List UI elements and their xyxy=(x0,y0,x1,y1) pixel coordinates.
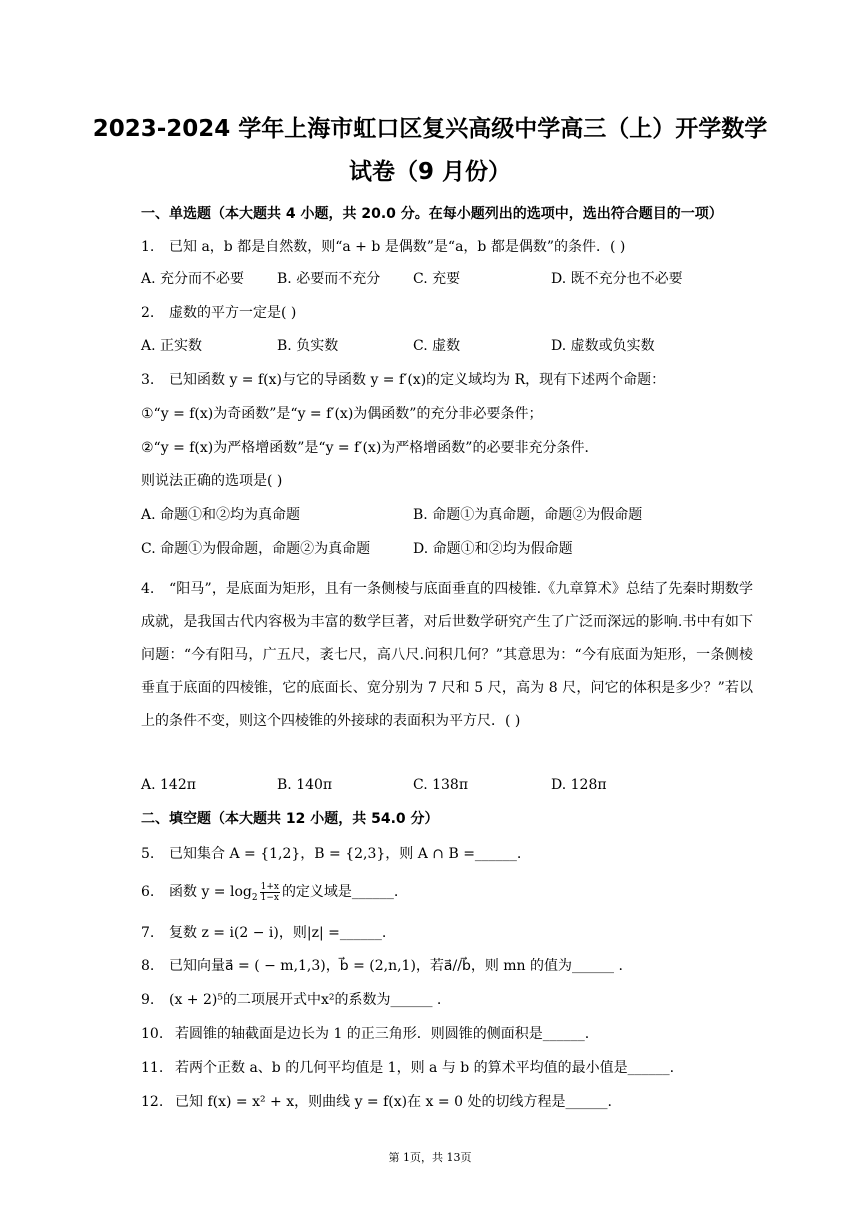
question-text: 已知函数 y = f(x)与它的导函数 y = f′(x)的定义域均为 R，现有下述两个命题： xyxy=(169,372,666,388)
option-c: C. 虚数 xyxy=(413,338,461,354)
question-12 xyxy=(141,1092,612,1112)
question-number: 1. xyxy=(141,239,155,255)
question-1 xyxy=(141,237,625,257)
question-3 xyxy=(141,370,665,390)
option-b: B. 必要而不充分 xyxy=(277,271,381,287)
question-6 xyxy=(141,880,398,910)
log-base: 2 xyxy=(251,892,258,903)
question-number: 4. xyxy=(141,581,155,597)
question-number: 8. xyxy=(141,958,155,974)
option-c: C. 命题①为假命题，命题②为真命题 xyxy=(141,541,371,557)
question-number: 9. xyxy=(141,992,155,1008)
question-number: 12. xyxy=(141,1094,164,1110)
question-3-options-row-1 xyxy=(141,505,761,525)
question-text-before: 函数 y = log xyxy=(169,884,252,900)
question-text-after: 的定义域是______. xyxy=(281,884,399,900)
option-c: C. 138π xyxy=(413,777,469,793)
question-4 xyxy=(141,573,753,738)
question-text: 虚数的平方一定是( ) xyxy=(169,305,297,321)
question-8 xyxy=(141,956,623,976)
question-number: 5. xyxy=(141,846,155,862)
question-number: 6. xyxy=(141,884,155,900)
question-number: 3. xyxy=(141,372,155,388)
question-7 xyxy=(141,923,386,943)
question-2 xyxy=(141,303,296,323)
option-b: B. 命题①为真命题，命题②为假命题 xyxy=(413,507,643,523)
question-3-ask: 则说法正确的选项是( ) xyxy=(141,473,283,489)
question-text: 已知集合 A = {1,2}，B = {2,3}，则 A ∩ B =______. xyxy=(169,846,522,862)
question-text: 已知 a，b 都是自然数，则“a + b 是偶数”是“a，b 都是偶数”的条件．( ) xyxy=(169,239,626,255)
question-text: 若圆锥的轴截面是边长为 1 的正三角形．则圆锥的侧面积是______. xyxy=(175,1026,590,1042)
question-4-options xyxy=(141,775,761,795)
fraction-numerator: 1+x xyxy=(260,881,279,892)
fraction xyxy=(260,882,280,903)
question-number: 2. xyxy=(141,305,155,321)
option-a: A. 命题①和②均为真命题 xyxy=(141,507,301,523)
section-heading-fill-in: 二、填空题（本大题共 12 小题，共 54.0 分） xyxy=(141,811,439,827)
option-d: D. 命题①和②均为假命题 xyxy=(413,541,573,557)
page-footer: 第 1页，共 13页 xyxy=(388,1151,472,1164)
option-a: A. 正实数 xyxy=(141,338,203,354)
option-b: B. 负实数 xyxy=(277,338,339,354)
question-10 xyxy=(141,1024,589,1044)
option-d: D. 128π xyxy=(551,777,607,793)
question-2-options xyxy=(141,336,761,356)
option-a: A. 充分而不必要 xyxy=(141,271,245,287)
question-text: (x + 2)⁵的二项展开式中x²的系数为______ . xyxy=(169,992,442,1008)
question-number: 7. xyxy=(141,925,155,941)
option-b: B. 140π xyxy=(277,777,333,793)
exam-title-line-2: 试卷（9 月份） xyxy=(348,159,511,185)
fraction-denominator: 1−x xyxy=(260,892,279,903)
question-5 xyxy=(141,844,521,864)
question-3-options-row-2 xyxy=(141,539,761,559)
section-heading-single-choice: 一、单选题（本大题共 4 小题，共 20.0 分。在每小题列出的选项中，选出符合题目的一项） xyxy=(141,206,723,222)
question-9 xyxy=(141,990,441,1010)
exam-title-line-1: 2023-2024 学年上海市虹口区复兴高级中学高三（上）开学数学 xyxy=(92,116,768,142)
question-number: 10. xyxy=(141,1026,164,1042)
question-text: 已知 f(x) = x² + x，则曲线 y = f(x)在 x = 0 处的切线方程是______. xyxy=(175,1094,612,1110)
proposition-2: ②“y = f(x)为严格增函数”是“y = f′(x)为严格增函数”的必要非充分条件． xyxy=(141,440,599,456)
question-text: “阳马”，是底面为矩形，且有一条侧棱与底面垂直的四棱锥.《九章算术》总结了先秦时期数学成就，是我国古代内容极为丰富的数学巨著，对后世数学研究产生了广泛而深远的影响.书中有如下问题：“今有阳马，广五尺，袤七尺，高八尺.问积几何？”其意思为：“今有底面为矩形，一条侧棱垂直于底面的四棱锥，它的底面长、宽分别为 7 尺和 5 尺，高为 8 尺，问它的体积是多少？”若以上的条件不变，则这个四棱锥的外接球的表面积为平方尺．( ) xyxy=(141,581,753,729)
option-d: D. 虚数或负实数 xyxy=(551,338,655,354)
option-d: D. 既不充分也不必要 xyxy=(551,271,683,287)
question-1-options xyxy=(141,269,761,289)
question-11 xyxy=(141,1058,674,1078)
option-c: C. 充要 xyxy=(413,271,461,287)
question-text: 若两个正数 a、b 的几何平均值是 1，则 a 与 b 的算术平均值的最小值是______. xyxy=(175,1060,675,1076)
question-number: 11. xyxy=(141,1060,164,1076)
proposition-1: ①“y = f(x)为奇函数”是“y = f′(x)为偶函数”的充分非必要条件； xyxy=(141,406,543,422)
question-text: 复数 z = i(2 − i)，则|z| =______. xyxy=(169,925,387,941)
question-text: 已知向量a⃗ = ( − m,1,3)，b⃗ = (2,n,1)，若a⃗//b⃗，则 mn 的值为______ . xyxy=(169,958,623,974)
option-a: A. 142π xyxy=(141,777,196,793)
